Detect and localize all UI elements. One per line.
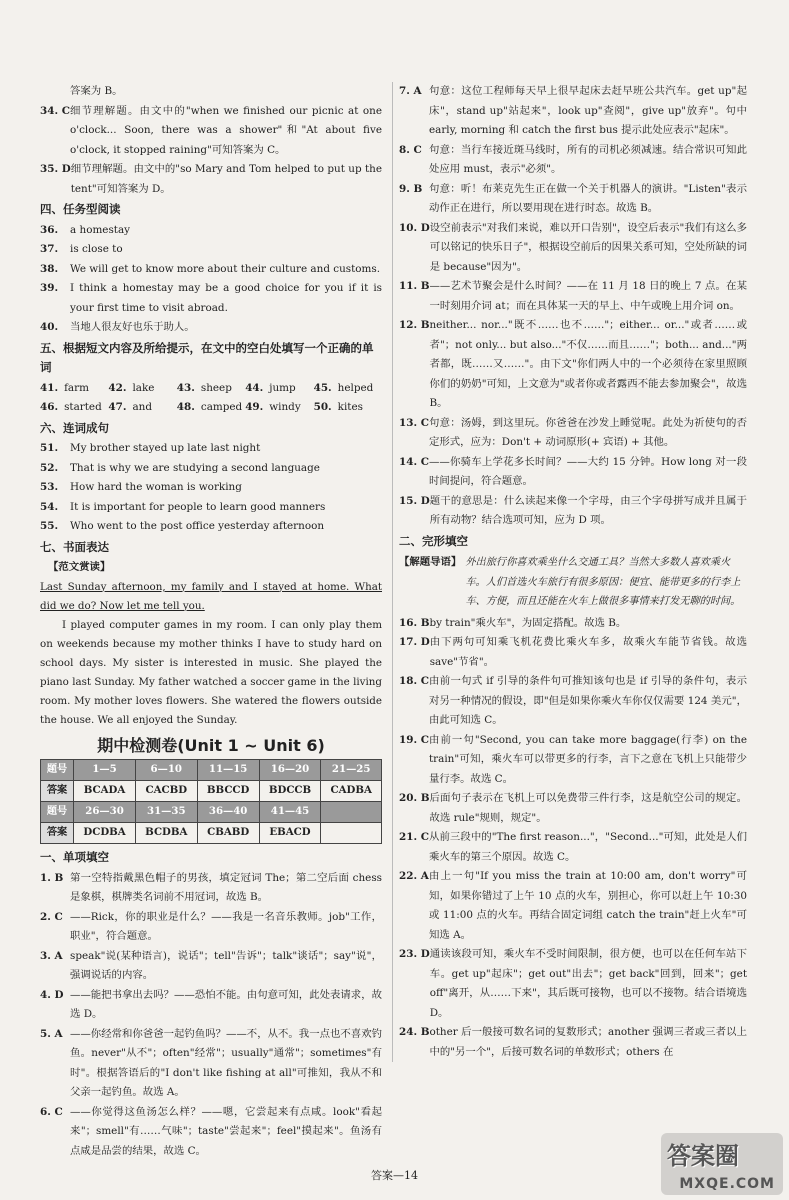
item-number: 11. B — [399, 280, 430, 292]
word-text: lake — [132, 381, 155, 394]
word-number: 42. — [108, 381, 127, 394]
section-6-title: 六、连词成句 — [40, 420, 109, 435]
item-number: 14. C — [399, 455, 429, 468]
table-cell: EBACD — [259, 823, 321, 844]
table-cell-empty — [321, 823, 382, 844]
left-items-c — [40, 439, 382, 537]
item-text: 从前三段中的"The first reason..."，"Second..."可知，此处是人们乘火车的第三个原因。故选 C。 — [429, 831, 747, 863]
list-item — [399, 492, 747, 531]
list-item — [40, 1025, 382, 1103]
list-item — [399, 219, 747, 278]
item-text: How hard the woman is working — [70, 481, 242, 493]
table-cell: 31—35 — [135, 802, 197, 823]
table-cell: 16—20 — [259, 760, 321, 781]
word-answer — [177, 379, 245, 399]
item-text: ——能把书拿出去吗？——恐怕不能。由句意可知，此处表请求，故选 D。 — [70, 988, 382, 1020]
item-text: 当地人很友好也乐于助人。 — [70, 321, 195, 333]
left-items-b — [40, 221, 382, 338]
item-number: 15. D — [399, 494, 430, 507]
list-item — [399, 828, 747, 867]
list-item — [399, 789, 747, 828]
item-number: 36. — [40, 223, 59, 236]
item-text: Who went to the post office yesterday afternoon — [70, 520, 325, 532]
item-number: 53. — [40, 481, 59, 493]
item-text: speak"说(某种语言)，说话"；tell"告诉"；talk"谈话"；say"说"，强调说话的内容。 — [70, 949, 382, 981]
page-footer: 答案—14 — [371, 1169, 418, 1182]
table-cell: CBABD — [197, 823, 259, 844]
list-item — [399, 945, 747, 1023]
list-item — [399, 633, 747, 672]
section-4-title: 四、任务型阅读 — [40, 202, 121, 216]
item-text: 题干的意思是：什么读起来像一个字母，由三个字母拼写成并且属于所有动物？结合选项可知，应为 D 项。 — [429, 494, 747, 526]
item-text: ——你觉得这鱼汤怎么样？——嗯，它尝起来有点咸。look"看起来"；smell"有……气味"；taste"尝起来"；feel"摸起来"。鱼汤有点咸是品尝的结果，故选 C。 — [70, 1105, 382, 1157]
item-text: 设空前表示"对我们来说，难以开口告别"，设空后表示"我们有这么多可以铭记的快乐日子"，根据设空前后的因果关系可知，空处所缺的词是 because"因为"。 — [429, 221, 747, 273]
guide-label: 【解题导语】 — [399, 556, 462, 568]
table-cell: DCDBA — [74, 823, 136, 844]
item-text: 细节理解题。由文中的"when we finished our picnic at one o'clock... Soon, there was a shower"和"At about five o'clock, it stopped raining"可知答案为 C。 — [70, 104, 382, 156]
essay-label: 【范文赏读】 — [48, 561, 111, 573]
table-cell: BCADA — [74, 781, 136, 802]
item-text: ——你经常和你爸爸一起钓鱼吗？——不，从不。我一点也不喜欢钓鱼。never"从不"；often"经常"；usually"通常"；sometimes"有时"。根据答语后的"I don't like fishing at all"可推知，我从不和父亲一起钓鱼。故选 A。 — [70, 1027, 382, 1098]
list-item — [40, 947, 382, 986]
left-column — [40, 82, 382, 1161]
word-answer — [314, 398, 382, 418]
item-text: It is important for people to learn good manners — [70, 500, 326, 513]
item-number: 9. B — [399, 182, 423, 195]
word-text: sheep — [200, 381, 232, 394]
item-text: neither... nor..."既不……也不……"；either... or..."或者……或者"；not only... but also..."不仅……而且……"；both... and..."两者都，既……又……"。由下文"你们两人中的一个必须待在家里照顾你们的奶奶"可知，上文意为"或者你或者露西不能去参加聚会"，故选 B。 — [429, 319, 747, 409]
word-number: 46. — [40, 401, 59, 413]
list-item — [399, 180, 747, 219]
word-answer — [40, 398, 108, 418]
list-item — [40, 986, 382, 1025]
item-number: 35. D — [40, 163, 71, 175]
intro-line: 答案为 B。 — [70, 85, 123, 97]
watermark-bottom-text: MXQE.COM — [679, 1176, 775, 1192]
item-number: 8. C — [399, 143, 422, 156]
item-number: 6. C — [40, 1105, 63, 1118]
left-items-d — [40, 869, 382, 1162]
word-number: 41. — [40, 381, 59, 394]
list-item — [40, 517, 382, 537]
right-items-a — [399, 82, 747, 531]
word-answer — [177, 398, 245, 418]
item-number: 23. D — [399, 948, 430, 960]
item-text: ——艺术节聚会是什么时间？——在 11 月 18 日的晚上 7 点。在某一时刻用介词 at；而在具体某一天的早上、中午或晚上用介词 on。 — [429, 280, 747, 312]
table-cell: BBCCD — [197, 781, 259, 802]
left-items-a — [40, 102, 382, 200]
table-row — [41, 802, 382, 823]
table-row — [41, 823, 382, 844]
table-cell: 答案 — [41, 781, 74, 802]
item-text: ——你骑车上学花多长时间？——大约 15 分钟。How long 对一段时间提问，符合题意。 — [429, 455, 747, 487]
watermark-logo — [661, 1133, 783, 1195]
item-text: a homestay — [70, 223, 131, 236]
item-number: 21. C — [399, 831, 429, 843]
item-number: 1. B — [40, 871, 64, 884]
word-text: windy — [269, 401, 301, 413]
table-cell: 6—10 — [135, 760, 197, 781]
list-item — [399, 672, 747, 731]
item-text: I think a homestay may be a good choice for you if it is your first time to visit abroad. — [70, 282, 382, 314]
table-row — [41, 781, 382, 802]
item-text: is close to — [70, 243, 123, 255]
item-number: 20. B — [399, 792, 430, 804]
word-answer — [245, 398, 313, 418]
item-number: 17. D — [399, 636, 430, 648]
table-cell: BCDBA — [135, 823, 197, 844]
word-number: 47. — [108, 401, 127, 413]
item-number: 37. — [40, 243, 59, 255]
item-text: 句意：当行车接近斑马线时，所有的司机必须减速。结合常识可知此处应用 must，表示"必须"。 — [429, 143, 747, 175]
item-number: 39. — [40, 282, 59, 294]
item-number: 22. A — [399, 870, 429, 882]
item-number: 24. B — [399, 1026, 430, 1038]
list-item — [399, 82, 747, 141]
item-number: 7. A — [399, 85, 422, 97]
table-cell: 1—5 — [74, 760, 136, 781]
list-item — [40, 318, 382, 338]
list-item — [40, 478, 382, 498]
table-cell-empty — [321, 802, 382, 823]
item-number: 52. — [40, 461, 59, 474]
section-1-title: 一、单项填空 — [40, 850, 109, 864]
word-number: 49. — [245, 401, 264, 413]
answer-table — [40, 759, 382, 844]
item-number: 13. C — [399, 416, 429, 429]
word-answer — [108, 379, 176, 399]
item-number: 12. B — [399, 319, 430, 331]
table-cell: 11—15 — [197, 760, 259, 781]
list-item — [40, 908, 382, 947]
item-number: 2. C — [40, 910, 63, 923]
item-number: 54. — [40, 500, 59, 513]
list-item — [40, 869, 382, 908]
section-5-title: 五、根据短文内容及所给提示，在文中的空白处填写一个正确的单词 — [40, 340, 374, 374]
item-number: 19. C — [399, 733, 429, 746]
word-text: camped — [200, 401, 243, 413]
item-number: 38. — [40, 262, 59, 275]
item-text: 第一空特指戴黑色帽子的男孩，填定冠词 The；第二空后面 chess 是象棋，棋牌类名词前不用冠词，故选 B。 — [70, 871, 382, 903]
item-number: 5. A — [40, 1027, 63, 1040]
word-number: 44. — [245, 381, 264, 394]
list-item — [40, 260, 382, 280]
word-grid — [40, 379, 382, 418]
list-item — [399, 316, 747, 414]
item-text: ——Rick，你的职业是什么？——我是一名音乐教师。job"工作，职业"，符合题意。 — [70, 910, 382, 942]
list-item — [40, 221, 382, 241]
item-text: 句意：听！布莱克先生正在做一个关于机器人的演讲。"Listen"表示动作正在进行，所以要用现在进行时态。故选 B。 — [429, 182, 747, 214]
item-text: 通读该段可知，乘火车不受时间限制，很方便，也可以在任何车站下车。get up"起床"；get out"出去"；get back"回到，回来"；get off"离开，从……下来"，其后既可接物，也可以不接物。结合语境选 D。 — [429, 948, 747, 1019]
item-text: by train"乘火车"，为固定搭配。故选 B。 — [429, 616, 627, 629]
item-number: 18. C — [399, 675, 429, 687]
word-text: jump — [269, 381, 296, 394]
list-item — [399, 614, 747, 634]
item-text: My brother stayed up late last night — [70, 442, 261, 454]
item-number: 10. D — [399, 221, 430, 234]
list-item — [399, 867, 747, 945]
item-number: 34. C — [40, 104, 70, 117]
table-cell: 41—45 — [259, 802, 321, 823]
word-text: started — [64, 401, 102, 413]
list-item — [399, 453, 747, 492]
table-row — [41, 760, 382, 781]
word-answer — [245, 379, 313, 399]
word-number: 43. — [176, 381, 195, 394]
table-cell: 36—40 — [197, 802, 259, 823]
table-cell: 题号 — [41, 802, 74, 823]
list-item — [399, 141, 747, 180]
list-item — [40, 1103, 382, 1162]
list-item — [40, 102, 382, 161]
table-cell: BDCCB — [259, 781, 321, 802]
item-number: 3. A — [40, 949, 63, 962]
item-text: 句意：这位工程师每天早上很早起床去赶早班公共汽车。get up"起床"，stand up"站起来"，look up"查阅"，give up"放弃"。句中 early, morning 和 catch the first bus 提示此处应表示"起床"。 — [429, 85, 747, 136]
item-text: That is why we are studying a second language — [70, 461, 320, 474]
right-column — [392, 82, 747, 1062]
item-text: 细节理解题。由文中的"so Mary and Tom helped to put up the tent"可知答案为 D。 — [70, 163, 382, 195]
section-2-title: 二、完形填空 — [399, 533, 468, 548]
section-7-title: 七、书面表达 — [40, 539, 109, 554]
word-answer — [314, 379, 382, 399]
list-item — [40, 160, 382, 199]
guide-block — [399, 553, 747, 612]
word-text: and — [132, 401, 153, 413]
exam-title: 期中检测卷(Unit 1 ~ Unit 6) — [97, 735, 325, 755]
table-cell: 题号 — [41, 760, 74, 781]
list-item — [40, 240, 382, 260]
table-cell: CACBD — [135, 781, 197, 802]
list-item — [399, 277, 747, 316]
guide-text: 外出旅行你喜欢乘坐什么交通工具？当然大多数人喜欢乘火车。人们首选火车旅行有很多原因：便宜、能带更多的行李上车、方便，而且还能在火车上做很多事情来打发无聊的时间。 — [465, 557, 741, 607]
list-item — [399, 731, 747, 790]
item-number: 51. — [40, 442, 59, 454]
table-cell: 26—30 — [74, 802, 136, 823]
item-text: 由前一句"Second, you can take more baggage(行李) on the train"可知，乘火车可以带更多的行李，言下之意在飞机上只能带少量行李。故选 C。 — [429, 733, 747, 785]
list-item — [40, 279, 382, 318]
word-text: farm — [64, 381, 89, 394]
essay-paragraph-1: Last Sunday afternoon, my family and I stayed at home. What did we do? Now let me tell you. — [40, 580, 382, 612]
watermark-top-text: 答案圈 — [667, 1142, 739, 1170]
word-text: kites — [337, 401, 363, 413]
list-item — [40, 459, 382, 479]
word-number: 45. — [313, 381, 332, 394]
list-item — [40, 498, 382, 518]
item-text: 由前一句式 if 引导的条件句可推知该句也是 if 引导的条件句，表示对另一种情况的假设，即"但是如果你乘火车你仅仅需要 124 美元"，由此可知选 C。 — [429, 675, 747, 726]
word-answer — [40, 379, 108, 399]
list-item — [40, 439, 382, 459]
item-text: 后面句子表示在飞机上可以免费带三件行李，这是航空公司的规定。故选 rule"规则，规定"。 — [429, 792, 747, 824]
table-cell: 答案 — [41, 823, 74, 844]
table-cell: CADBA — [321, 781, 382, 802]
right-items-b — [399, 614, 747, 1063]
word-answer — [108, 398, 176, 418]
item-text: 由上一句"If you miss the train at 10:00 am, don't worry"可知，如果你错过了上午 10 点的火车，别担心，你可以赶上午 10:30 或 11:00 点的火车。再结合固定词组 catch the train"赶上火车"可知选 A。 — [429, 870, 747, 941]
item-number: 40. — [40, 321, 59, 333]
item-text: We will get to know more about their culture and customs. — [70, 262, 381, 275]
item-number: 55. — [40, 520, 59, 532]
item-number: 4. D — [40, 988, 64, 1001]
table-cell: 21—25 — [321, 760, 382, 781]
word-text: helped — [337, 381, 374, 394]
word-number: 50. — [313, 401, 332, 413]
item-number: 16. B — [399, 616, 430, 629]
item-text: 句意：汤姆，到这里玩。你爸爸在沙发上睡觉呢。此处为祈使句的否定形式，应为：Don't + 动词原形(+ 宾语) + 其他。 — [429, 416, 747, 448]
item-text: other 后一般接可数名词的复数形式；another 强调三者或三者以上中的"另一个"，后接可数名词的单数形式；others 在 — [429, 1026, 747, 1058]
list-item — [399, 1023, 747, 1062]
item-text: 由下两句可知乘飞机花费比乘火车多，故乘火车能节省钱。故选 save"节省"。 — [429, 636, 747, 668]
list-item — [399, 414, 747, 453]
word-number: 48. — [176, 401, 195, 413]
essay-paragraph-2: I played computer games in my room. I can only play them on weekends because my mother thinks I have to study hard on school days. My sister is interested in music. She played the piano last Sunday. My father watched a soccer game in the living room. My mother loves flowers. She watered the flowers outside the house. We all enjoyed the Sunday. — [40, 618, 382, 726]
